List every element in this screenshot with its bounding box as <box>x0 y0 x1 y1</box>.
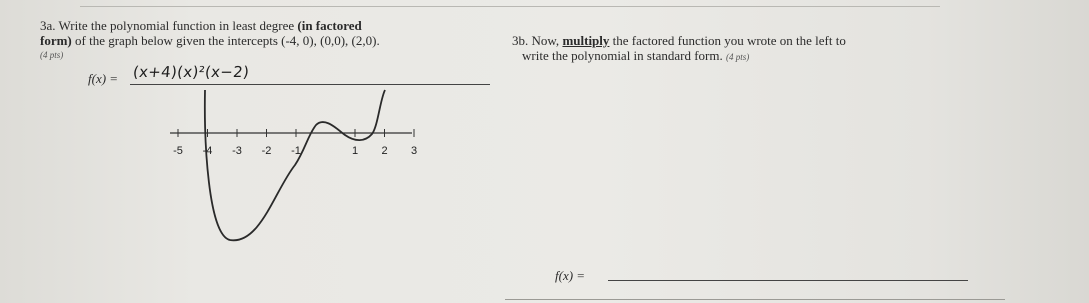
top-divider <box>80 6 940 7</box>
handwritten-answer: (x+4)(x)²(x−2) <box>132 63 251 81</box>
question-number-3b: 3b. Now, <box>512 33 560 48</box>
question-3a <box>40 18 380 63</box>
question-text-3b: the factored function you wrote on the left to <box>612 33 846 48</box>
question-text-2: of the graph below given the intercepts (-4, 0), (0,0), (2,0). <box>75 33 380 48</box>
question-text-3b-2: write the polynomial in standard form. <box>522 48 723 63</box>
bottom-divider <box>505 299 1005 300</box>
polynomial-curve <box>202 90 388 240</box>
question-number: 3a. <box>40 18 56 33</box>
x-tick-label: -2 <box>261 145 272 157</box>
x-axis-tick-labels <box>173 145 417 157</box>
question-emphasis-2: form) <box>40 33 72 48</box>
x-tick-label: 3 <box>410 145 418 157</box>
x-tick-label: 1 <box>351 145 359 157</box>
points-label-3b: (4 pts) <box>725 52 750 62</box>
question-3b <box>512 33 846 65</box>
x-tick-label: -4 <box>202 145 213 157</box>
question-3b-line1 <box>512 33 846 48</box>
answer-line-3b[interactable] <box>608 280 968 281</box>
fx-label-3a: f(x) = <box>88 71 119 86</box>
question-3a-line1 <box>40 18 380 33</box>
polynomial-graph <box>150 80 480 260</box>
x-tick-label: -3 <box>232 145 242 157</box>
fx-label-3b: f(x) = <box>555 268 586 283</box>
points-label: (4 pts) <box>40 50 64 60</box>
x-tick-label: -1 <box>291 145 301 157</box>
x-tick-label: 2 <box>381 145 388 157</box>
question-emphasis-3b: multiply <box>562 33 610 48</box>
x-tick-label: -5 <box>173 145 183 157</box>
question-3a-line2 <box>40 33 380 48</box>
question-3b-line2 <box>512 48 846 65</box>
question-emphasis: (in factored <box>297 18 362 33</box>
question-text: Write the polynomial function in least degree <box>58 18 295 33</box>
